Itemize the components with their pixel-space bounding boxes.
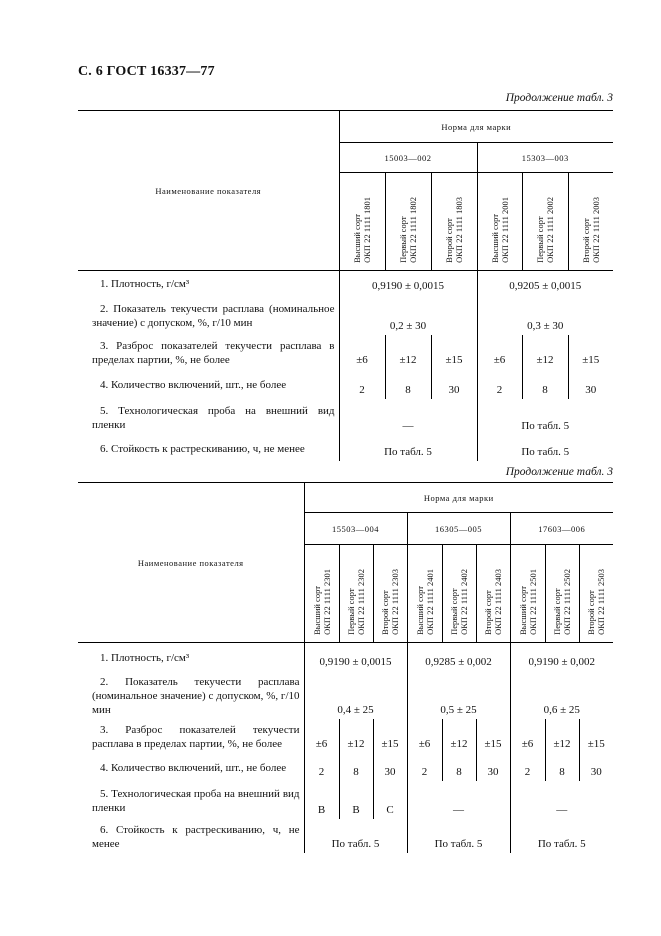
grade-header: 15503—004 — [304, 513, 407, 545]
grade-header: 15003—002 — [339, 143, 477, 173]
value-cell: B — [339, 781, 373, 819]
value-cell: 2 — [339, 369, 385, 399]
param-name: 3. Разброс показателей текучести расплава в пределах партии, %, не более — [92, 339, 335, 366]
value-cell: 30 — [373, 753, 407, 781]
table-row — [78, 781, 613, 819]
value-cell: 0,9190 ± 0,0015 — [339, 271, 477, 295]
value-cell: По табл. 5 — [477, 435, 613, 461]
value-cell: По табл. 5 — [304, 819, 407, 853]
table-row — [78, 671, 613, 719]
value-cell: 8 — [385, 369, 431, 399]
value-cell: ±12 — [385, 335, 431, 369]
sort-column-header: Второй сорт ОКП 22 1111 2503 — [579, 545, 613, 643]
value-cell: По табл. 5 — [407, 819, 510, 853]
value-cell: 0,6 ± 25 — [510, 671, 613, 719]
value-cell: 2 — [477, 369, 522, 399]
sort-column-header: Первый сорт ОКП 22 1111 2002 — [522, 173, 568, 271]
value-cell: 2 — [304, 753, 339, 781]
value-cell: 8 — [522, 369, 568, 399]
value-cell: 0,9190 ± 0,002 — [510, 643, 613, 671]
value-cell: 8 — [442, 753, 476, 781]
value-cell: C — [373, 781, 407, 819]
param-name: 1. Плотность, г/см³ — [100, 277, 190, 290]
value-cell: — — [407, 781, 510, 819]
value-cell: По табл. 5 — [510, 819, 613, 853]
grade-header: 16305—005 — [407, 513, 510, 545]
value-cell: ±12 — [522, 335, 568, 369]
table-continuation-label: Продолжение табл. 3 — [505, 92, 613, 104]
table-row — [78, 271, 613, 295]
norm-header: Норма для марки — [304, 483, 613, 513]
param-name: 2. Показатель текучести расплава (номинальное значение) с допуском, %, г/10 мин — [92, 675, 300, 716]
grade-header: 15303—003 — [477, 143, 613, 173]
value-cell: 0,3 ± 30 — [477, 295, 613, 335]
table-row — [78, 435, 613, 461]
value-cell: ±6 — [407, 719, 442, 753]
table-row — [78, 819, 613, 853]
value-cell: ±6 — [510, 719, 545, 753]
properties-table-2 — [78, 482, 613, 853]
sort-column-header: Второй сорт ОКП 22 1111 1803 — [431, 173, 477, 271]
sort-column-header: Высший сорт ОКП 22 1111 1801 — [339, 173, 385, 271]
table-row — [78, 643, 613, 671]
value-cell: 8 — [545, 753, 579, 781]
sort-column-header: Первый сорт ОКП 22 1111 1802 — [385, 173, 431, 271]
table-row — [78, 335, 613, 369]
param-name: 2. Показатель текучести расплава (номинальное значение) с допуском, %, г/10 мин — [92, 302, 335, 329]
value-cell: ±15 — [431, 335, 477, 369]
norm-header: Норма для марки — [339, 111, 613, 143]
value-cell: По табл. 5 — [477, 399, 613, 435]
value-cell: 30 — [579, 753, 613, 781]
value-cell: — — [510, 781, 613, 819]
value-cell: ±6 — [477, 335, 522, 369]
value-cell: ±12 — [545, 719, 579, 753]
param-name: 4. Количество включений, шт., не более — [100, 378, 287, 391]
param-name-header: Наименование показателя — [78, 111, 339, 271]
value-cell: — — [339, 399, 477, 435]
value-cell: 30 — [431, 369, 477, 399]
value-cell: ±15 — [476, 719, 510, 753]
sort-column-header: Высший сорт ОКП 22 1111 2001 — [477, 173, 522, 271]
table-row — [78, 719, 613, 753]
param-name: 6. Стойкость к растрескиванию, ч, не менее — [100, 442, 305, 455]
sort-column-header: Первый сорт ОКП 22 1111 2402 — [442, 545, 476, 643]
param-name: 5. Технологическая проба на внешний вид пленки — [92, 787, 300, 814]
table-row — [78, 295, 613, 335]
value-cell: 8 — [339, 753, 373, 781]
value-cell: 30 — [568, 369, 613, 399]
value-cell: ±15 — [579, 719, 613, 753]
param-name: 5. Технологическая проба на внешний вид пленки — [92, 404, 335, 431]
param-name: 6. Стойкость к растрескиванию, ч, не менее — [92, 823, 300, 850]
value-cell: По табл. 5 — [339, 435, 477, 461]
value-cell: 0,4 ± 25 — [304, 671, 407, 719]
sort-column-header: Второй сорт ОКП 22 1111 2303 — [373, 545, 407, 643]
param-name: 4. Количество включений, шт., не более — [100, 761, 287, 774]
param-name-header: Наименование показателя — [78, 483, 304, 643]
table-continuation-label: Продолжение табл. 3 — [505, 466, 613, 478]
sort-column-header: Высший сорт ОКП 22 1111 2401 — [407, 545, 442, 643]
table-row — [78, 753, 613, 781]
value-cell: 30 — [476, 753, 510, 781]
sort-column-header: Первый сорт ОКП 22 1111 2302 — [339, 545, 373, 643]
sort-column-header: Второй сорт ОКП 22 1111 2003 — [568, 173, 613, 271]
value-cell: ±12 — [442, 719, 476, 753]
table-row — [78, 399, 613, 435]
page-header: С. 6 ГОСТ 16337—77 — [78, 64, 215, 79]
value-cell: 0,5 ± 25 — [407, 671, 510, 719]
sort-column-header: Второй сорт ОКП 22 1111 2403 — [476, 545, 510, 643]
sort-column-header: Первый сорт ОКП 22 1111 2502 — [545, 545, 579, 643]
value-cell: 0,2 ± 30 — [339, 295, 477, 335]
value-cell: B — [304, 781, 339, 819]
value-cell: ±6 — [339, 335, 385, 369]
grade-header: 17603—006 — [510, 513, 613, 545]
properties-table-1 — [78, 110, 613, 461]
value-cell: ±12 — [339, 719, 373, 753]
value-cell: 2 — [510, 753, 545, 781]
value-cell: 0,9190 ± 0,0015 — [304, 643, 407, 671]
value-cell: 2 — [407, 753, 442, 781]
table-row — [78, 369, 613, 399]
value-cell: ±6 — [304, 719, 339, 753]
param-name: 1. Плотность, г/см³ — [100, 651, 190, 664]
sort-column-header: Высший сорт ОКП 22 1111 2501 — [510, 545, 545, 643]
param-name: 3. Разброс показателей текучести расплава в пределах партии, %, не более — [92, 723, 300, 750]
value-cell: ±15 — [568, 335, 613, 369]
value-cell: ±15 — [373, 719, 407, 753]
value-cell: 0,9205 ± 0,0015 — [477, 271, 613, 295]
sort-column-header: Высший сорт ОКП 22 1111 2301 — [304, 545, 339, 643]
value-cell: 0,9285 ± 0,002 — [407, 643, 510, 671]
